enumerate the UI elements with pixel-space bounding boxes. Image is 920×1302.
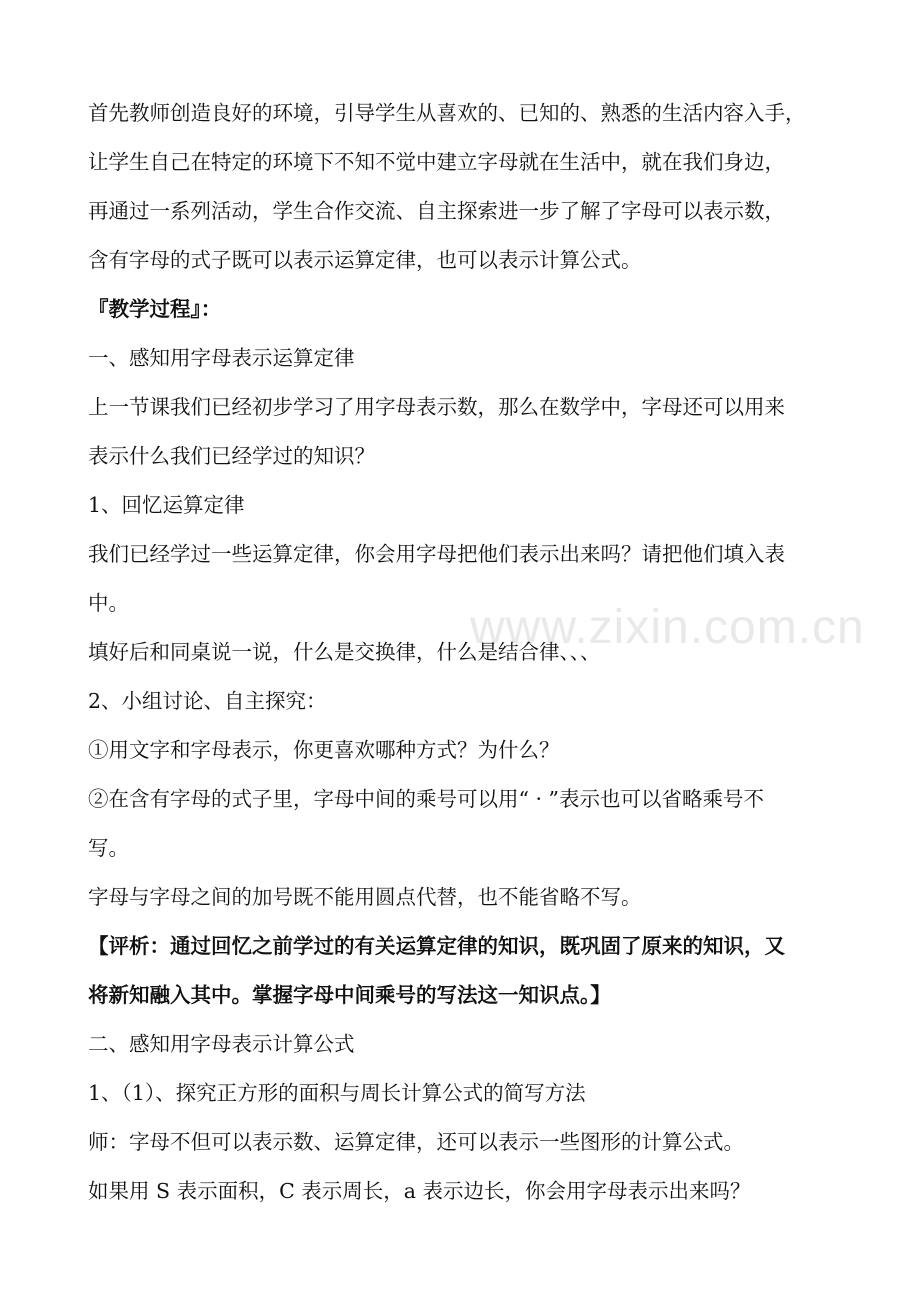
paragraph-line: 我们已经学过一些运算定律，你会用字母把他们表示出来吗？请把他们填入表 [88, 542, 785, 566]
paragraph-line: 让学生自己在特定的环境下不知不觉中建立字母就在生活中，就在我们身边， [88, 150, 785, 174]
paragraph-line: 再通过一系列活动，学生合作交流、自主探索进一步了解了字母可以表示数， [88, 199, 785, 223]
paragraph-line: ①用文字和字母表示，你更喜欢哪种方式？为什么？ [88, 738, 560, 762]
paragraph-line: 上一节课我们已经初步学习了用字母表示数，那么在数学中，字母还可以用来 [88, 395, 785, 419]
paragraph-line: 表示什么我们已经学过的知识？ [88, 444, 375, 468]
paragraph-line: 如果用 S 表示面积，C 表示周长，a 表示边长，你会用字母表示出来吗？ [88, 1179, 751, 1203]
paragraph-line: ②在含有字母的式子里，字母中间的乘号可以用“ · ”表示也可以省略乘号不 [88, 787, 765, 811]
list-item-heading: 1、回忆运算定律 [88, 493, 245, 517]
watermark: www.zixin.com.cn [470, 601, 865, 654]
commentary-line: 将新知融入其中。掌握字母中间乘号的写法这一知识点。】 [88, 983, 611, 1007]
paragraph-line: 师：字母不但可以表示数、运算定律，还可以表示一些图形的计算公式。 [88, 1130, 744, 1154]
subsection-heading: 二、感知用字母表示计算公式 [88, 1032, 355, 1056]
list-item-heading: 1、（1）、探究正方形的面积与周长计算公式的简写方法 [88, 1081, 586, 1105]
section-heading: 『教学过程』： [88, 297, 222, 321]
paragraph-line: 首先教师创造良好的环境，引导学生从喜欢的、已知的、熟悉的生活内容入手， [88, 101, 806, 125]
paragraph-line: 填好后和同桌说一说，什么是交换律，什么是结合律、、、 [88, 640, 601, 664]
paragraph-line: 字母与字母之间的加号既不能用圆点代替，也不能省略不写。 [88, 885, 642, 909]
paragraph-line: 含有字母的式子既可以表示运算定律，也可以表示计算公式。 [88, 248, 642, 272]
subsection-heading: 一、感知用字母表示运算定律 [88, 346, 355, 370]
paragraph-line: 写。 [88, 836, 129, 860]
list-item-heading: 2、小组讨论、自主探究： [88, 689, 327, 713]
paragraph-line: 中。 [88, 591, 129, 615]
commentary-line: 【评析：通过回忆之前学过的有关运算定律的知识，既巩固了原来的知识，又 [88, 934, 785, 958]
